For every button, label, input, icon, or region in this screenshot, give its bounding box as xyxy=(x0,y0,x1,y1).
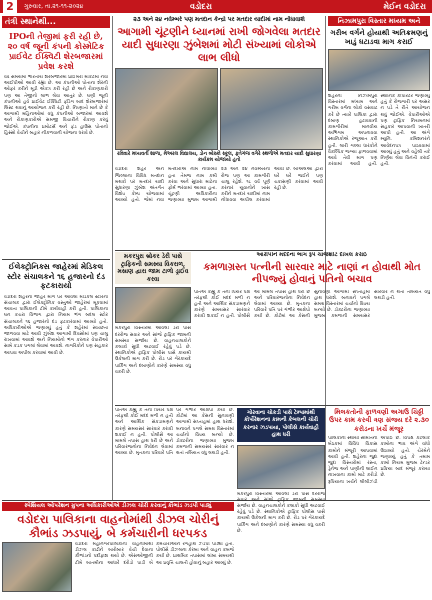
divider xyxy=(2,259,110,260)
lead-photo-caption: રવિવારે મધ્યવર્તી શાળા, મેઅરલ વિદ્યાલય, ડોન બોસ્કો સ્કૂલ, ફતેગંજ વગેરે સ્થળોએ મતદાર યાદી સુધારણા કાર્યક્રમ યોજાયો હતો xyxy=(117,152,321,164)
nizampura-kicker: નિઝામપુરા વિસ્તાર મધ્યમ અને xyxy=(328,16,430,26)
nizampura-body: શહેરના નિઝામપુરા વિસ્તારમાં મધ્યમ અને ગરીબ વર્ગના લોકો વસવાટ કરે છે ત્યારે પાલિકા દ્વારા દબાણ હટાવવાની કામગીરીમાં માનવીય અભિગમ અપનાવવા સ્થાનિકોએ રજૂઆત કરી હતી. લારી ગલ્લા ધારકોને વૈકલ્પિક જગ્યા ફાળવવામાં આવે તેવી માગ પણ કરવામાં આવી હતી. સ્થાનિક કોર્પોરેટરે જણાવ્યું હતું કે રોજગારી પર અસર ન પડે તે રીતે આયોજન થવું જોઈએ. વેપારીઓએ પણ ટ્રાફિક નિયમનમાં સહકાર આપવાની ખાતરી આપી હતી. આ અંગે મ્યુનિ. કમિશનરને આવેદનપત્ર પાઠવવામાં આવ્યું હતું અને વહેલી તકે નિર્ણય લેવા વિનંતી કરાઈ હતી. xyxy=(328,94,430,168)
editorial-story xyxy=(2,16,110,256)
property-headline: મિલકતોની ફાળવણી અગાઉ ચિઠ્ઠી ઉપર કામ કરવી ત્રણ સંજય દરે ૨.૩૦ કરોડના ખર્ચે મંજૂર xyxy=(329,408,429,433)
property-story xyxy=(328,408,430,598)
makarpura-photo xyxy=(115,287,191,323)
diesel-kicker: સ્પેશિયલ ઓપરેશન ગ્રુપના અધિકારીઓએ ડીઝલ ચોરી કરવાનું કૌભાંડ ઝડપી પાડ્યું xyxy=(2,502,234,511)
cable-theft-body: મકરપુરા વિસ્તારમાં આવેલી ડેરી પાસે દરરોજ સવાર અને સાંજે ટ્રાફિક જામની સમસ્યા સર્જાય છે. વાહનચાલકોને કલાકો સુધી અટવાઈ રહેવું પડે છે. સ્થાનિકોએ ટ્રાફિક પોલીસ પાસે કાયમી ઉકેલની માગ કરી છે. રોડ પર ગેરકાયદે પાર્કિંગ અને દબાણોને કારણે સમસ્યા વધુ વકરી છે. xyxy=(237,491,325,534)
cable-theft-banner: ગોરવાના ચોકડી પાસે ટેમ્પામાંથી કોર્પોરેશનના કામની કેબલની ચોરી કરનાર ઝડપાયા, પોલીસે કાર્યવાહી હાથ ધરી xyxy=(237,408,325,442)
lead-photo-2 xyxy=(220,68,323,150)
diesel-body: વડોદરા મહાનગરપાલિકાના વાહનોમાંથી ડીઝલ કાઢીને બારોબાર વેચી દેવાના કૌભાંડનો પર્દાફાશ થયો છે. એસઓજીની ટીમે બાતમીના આધારે દરોડો પાડી બે કર્મચારીઓને રંગેહાથ ઝડપી પાડ્યા હતા. પોલીસે ડીઝલના કેરબા અને વાહન કબજે કર્યા છે. પ્રાથમિક તપાસમાં લાંબા સમયથી આ પ્રવૃત્તિ ચાલતી હોવાનું બહાર આવ્યું છે. xyxy=(75,542,234,566)
column-divider xyxy=(112,16,113,500)
makarpura-headline: મકરપુરા બ્રોકર ડેરી પાસે ટ્રાફિકની સમસ્યા વિકરાળ, મસાણ દ્વારા જામ ટાળો ડ્રાઈવ કરવા xyxy=(115,252,191,284)
lead-story xyxy=(115,16,323,248)
jaundice-kicker: આરોપીને મદદના ભાગ રૂપે ચાર્જશીટ દાખલ કરાઈ xyxy=(256,252,368,258)
diesel-headline: વડોદરા પાલિકાના વાહનોમાંથી ડીઝલ ચોરીનું કૌભાંડ ઝડપાયું, બે કર્મચારીની ધરપકડ xyxy=(17,512,219,540)
lead-headline: આગામી ચૂંટણીને ધ્યાનમાં રાખી જોગવેલા મતદાર યાદી સુધારણા ઝુંબેશમાં મોટી સંખ્યામાં લોકોએ લાભ લીધો xyxy=(117,26,321,64)
diesel-lower xyxy=(2,542,234,592)
lead-photo-1 xyxy=(115,68,218,150)
masthead xyxy=(0,0,432,13)
property-body: પાલિકાની સ્થાયી સમિતિની બેઠકમાં વિવિધ વિકાસ કામોને મંજૂરી આપવામાં આવી હતી. શહેરના જુદા જુદા વિસ્તારોમાં રસ્તા, ડ્રેનેજ અને પાણીની લાઈન નાખવાના કામો માટે કરોડો રૂપિયાના ખર્ચને લીલીઝંડી અપાઈ છે. વિપક્ષે કેટલાક કામોના ભાવ અંગે વાંધો ઉઠાવ્યો હતો. ચેરમેને જણાવ્યું હતું કે તમામ કામો નિયમ મુજબ ટેન્ડર પ્રક્રિયા બાદ મંજૂર કરાયા છે. xyxy=(328,436,430,485)
page-number: 2 xyxy=(3,0,17,13)
jaundice-headline: કમળાગ્રસ્ત પત્નીની સારવાર માટે નાણાં ન હોવાથી મોત નીપજ્યું હોવાનું પતિનો બચાવ xyxy=(203,261,421,285)
diesel-photo xyxy=(2,542,72,592)
nizampura-headline: ગરીબ વર્ગને હોયાથી અતિક્રમણનું ખાડું ઘટાડવા માગ કરાઈ xyxy=(330,28,428,46)
makarpura-story xyxy=(115,252,191,402)
jaundice-body: પતિએ કહ્યું કે તેના પિયર પક્ષ તરફથી કોઈ મદદ મળી ન હતી અને આર્થિક સંકડામણને કારણે સમયસર સારવાર કરાવી શકાઈ ન હતી. પોલીસે આ મામલે તપાસ હાથ ધરી છે અને પરિવારજનોના નિવેદન લેવામાં આવ્યા છે. મૃતકના પરિવારે પતિ પર ગંભીર આક્ષેપો કર્યા છે. કોર્ટમાં આ કેસની સુનાવણી આગામી સપ્તાહમાં હાથ ધરાશે. બનાવને પગલે સમગ્ર વિસ્તારમાં ચર્ચાનો વિષય બન્યો છે. ડૉક્ટરોના જણાવ્યા મુજબ કમળાની સમયસર સારવાર ન થતાં તબિયત વધુ લથડી હતી. xyxy=(194,289,430,320)
masthead-city: વડોદરા xyxy=(190,2,212,11)
lead-kicker: ૨૩ અને ૨૪ નવેમ્બરે પણ મતદાન કેન્દ્રો પર મતદાર યાદીમાં નામ નોંધાવાશે xyxy=(133,17,305,23)
masthead-edition: મેઈન વડોદરા xyxy=(383,2,426,11)
mid-band-body: પતિએ કહ્યું કે તેના પિયર પક્ષ તરફથી કોઈ મદદ મળી ન હતી અને આર્થિક સંકડામણને કારણે સમયસર સારવાર કરાવી શકાઈ ન હતી. પોલીસે આ મામલે તપાસ હાથ ધરી છે અને પરિવારજનોના નિવેદન લેવામાં આવ્યા છે. મૃતકના પરિવારે પતિ પર ગંભીર આક્ષેપો કર્યા છે. કોર્ટમાં આ કેસની સુનાવણી આગામી સપ્તાહમાં હાથ ધરાશે. બનાવને પગલે સમગ્ર વિસ્તારમાં ચર્ચાનો વિષય બન્યો છે. ડૉક્ટરોના જણાવ્યા મુજબ કમળાની સમયસર સારવાર ન થતાં તબિયત વધુ લથડી હતી. xyxy=(115,408,234,457)
jaundice-story xyxy=(194,252,430,402)
cable-theft-photo xyxy=(237,445,325,489)
divider xyxy=(115,250,323,251)
makarpura-body: મકરપુરા વિસ્તારમાં આવેલી ડેરી પાસે દરરોજ સવાર અને સાંજે ટ્રાફિક જામની સમસ્યા સર્જાય છે. વાહનચાલકોને કલાકો સુધી અટવાઈ રહેવું પડે છે. સ્થાનિકોએ ટ્રાફિક પોલીસ પાસે કાયમી ઉકેલની માગ કરી છે. રોડ પર ગેરકાયદે પાર્કિંગ અને દબાણોને કારણે સમસ્યા વધુ વકરી છે. xyxy=(115,326,191,375)
divider xyxy=(115,405,430,406)
diesel-story xyxy=(2,502,234,598)
lead-photo-strip xyxy=(115,68,323,150)
editorial-body: વર્ષ સમયમાં ભારતીય શેરબજારમાં પ્રાઈમરી માર્કેટમાં નવા આઈપીઓ આવી રહ્યા છે. આ કંપનીઓ પોતાના શેરની ઓફર કરીને મૂડી એકત્ર કરી રહી છે અને રોકાણકારો પણ આ તેજીનો લાભ લેવા આતુર છે. ઘણી જૂની કંપનીઓ હવે પ્રાઈવેટ ઈક્વિટી ફંડિંગ બાદ શેરબજારમાં લિસ્ટ થવાનું આયોજન કરી રહી છે. નિષ્ણાતો માને છે કે આગામી મહિનાઓમાં વધુ કંપનીઓ બજારમાં આવશે અને રોકાણકારોએ સમજી વિચારીને રોકાણ કરવું જોઈએ. કંપનીના પ્રમોટર્સ અને ફંડ હાઉસ પોતાનો હિસ્સો વેચીને બહાર નીકળવાની યોજના ધરાવે છે. xyxy=(4,75,108,136)
fine-story xyxy=(2,262,110,500)
masthead-date: ગુરુવાર, તા.૨૧-૧૧-૨૦૨૪ xyxy=(24,3,84,10)
cable-theft-story xyxy=(237,408,325,598)
nizampura-photo xyxy=(328,49,430,91)
lead-body: વડોદરા શહેર અને જિલ્લાના વિવિધ મતદાન મથકો પર મતદાર યાદી સુધારણા ઝુંબેશ અંતર્ગત વિશેષ કેમ્પ યોજવામાં આવ્યો હતો. જેમાં નવા મતદારોએ નામ નોંધાવ્યા હતા તેમજ નામ કમી કરવા અને સુધારા માટેના ફોર્મ ભરવામાં આવ્યા હતા. ચૂંટણી અધિકારીના જણાવ્યા મુજબ આગામી ૨૩ અને ૨૪ નવેમ્બરના રોજ પણ આ કામગીરી ચાલુ રહેશે. ૧૮ વર્ષ પૂર્ણ કરનાર યુવાનોને ખાસ કરીને મતદાર યાદીમાં નામ નોંધાવવા અપીલ કરવામાં આવી છે. બીએલઓ દ્વારા ઘરે ઘરે જઈને પણ ચકાસણી કરવામાં આવી રહી છે. xyxy=(115,167,323,204)
fine-story-body: વડોદરા શહેરના જાહેર માર્ગ પર આવેલા મેડિકલ સ્ટોરના સંચાલક દ્વારા ઈલેક્ટ્રોનિક વસ્તુઓ જાહેરમાં મૂકવામાં આવતા પાલિકાની ટીમે કાર્યવાહી કરી હતી. પાલિકાના ઘન કચરા વિભાગ દ્વારા નિયમ ભંગ બદલ સ્ટોર સંચાલકને ૧૬ હજારનો દંડ ફટકારવામાં આવ્યો હતો. અધિકારીઓએ જણાવ્યું હતું કે શહેરમાં સ્વચ્છતા જાળવવા માટે આવી ઝુંબેશ આગામી દિવસોમાં પણ ચાલુ રાખવામાં આવશે અને નિયમોનો ભંગ કરનાર વેપારીઓ સામે કડક પગલાં લેવામાં આવશે. નાગરિકોને પણ સહકાર આપવા અપીલ કરવામાં આવી છે. xyxy=(4,294,108,356)
editorial-kicker: તંત્રી સ્થાનેથી... xyxy=(2,16,110,28)
fine-story-headline: ઈલેક્ટ્રોનિક્સ જાહેરમાં મેડિકલ સ્ટોર સંચાલકને ૧૬ હજારનો દંડ ફટકારાયો xyxy=(6,262,106,291)
editorial-headline: IPOની તેજીમાં ફરી રહી છે, ૨૦ વર્ષ જૂની કંપની કોસ્મેટિક પ્રાઈવેટ ઈક્વિટી શેરબજારમાં પ્રવેશ કરશે xyxy=(7,31,105,71)
mid-band-story xyxy=(115,408,234,498)
